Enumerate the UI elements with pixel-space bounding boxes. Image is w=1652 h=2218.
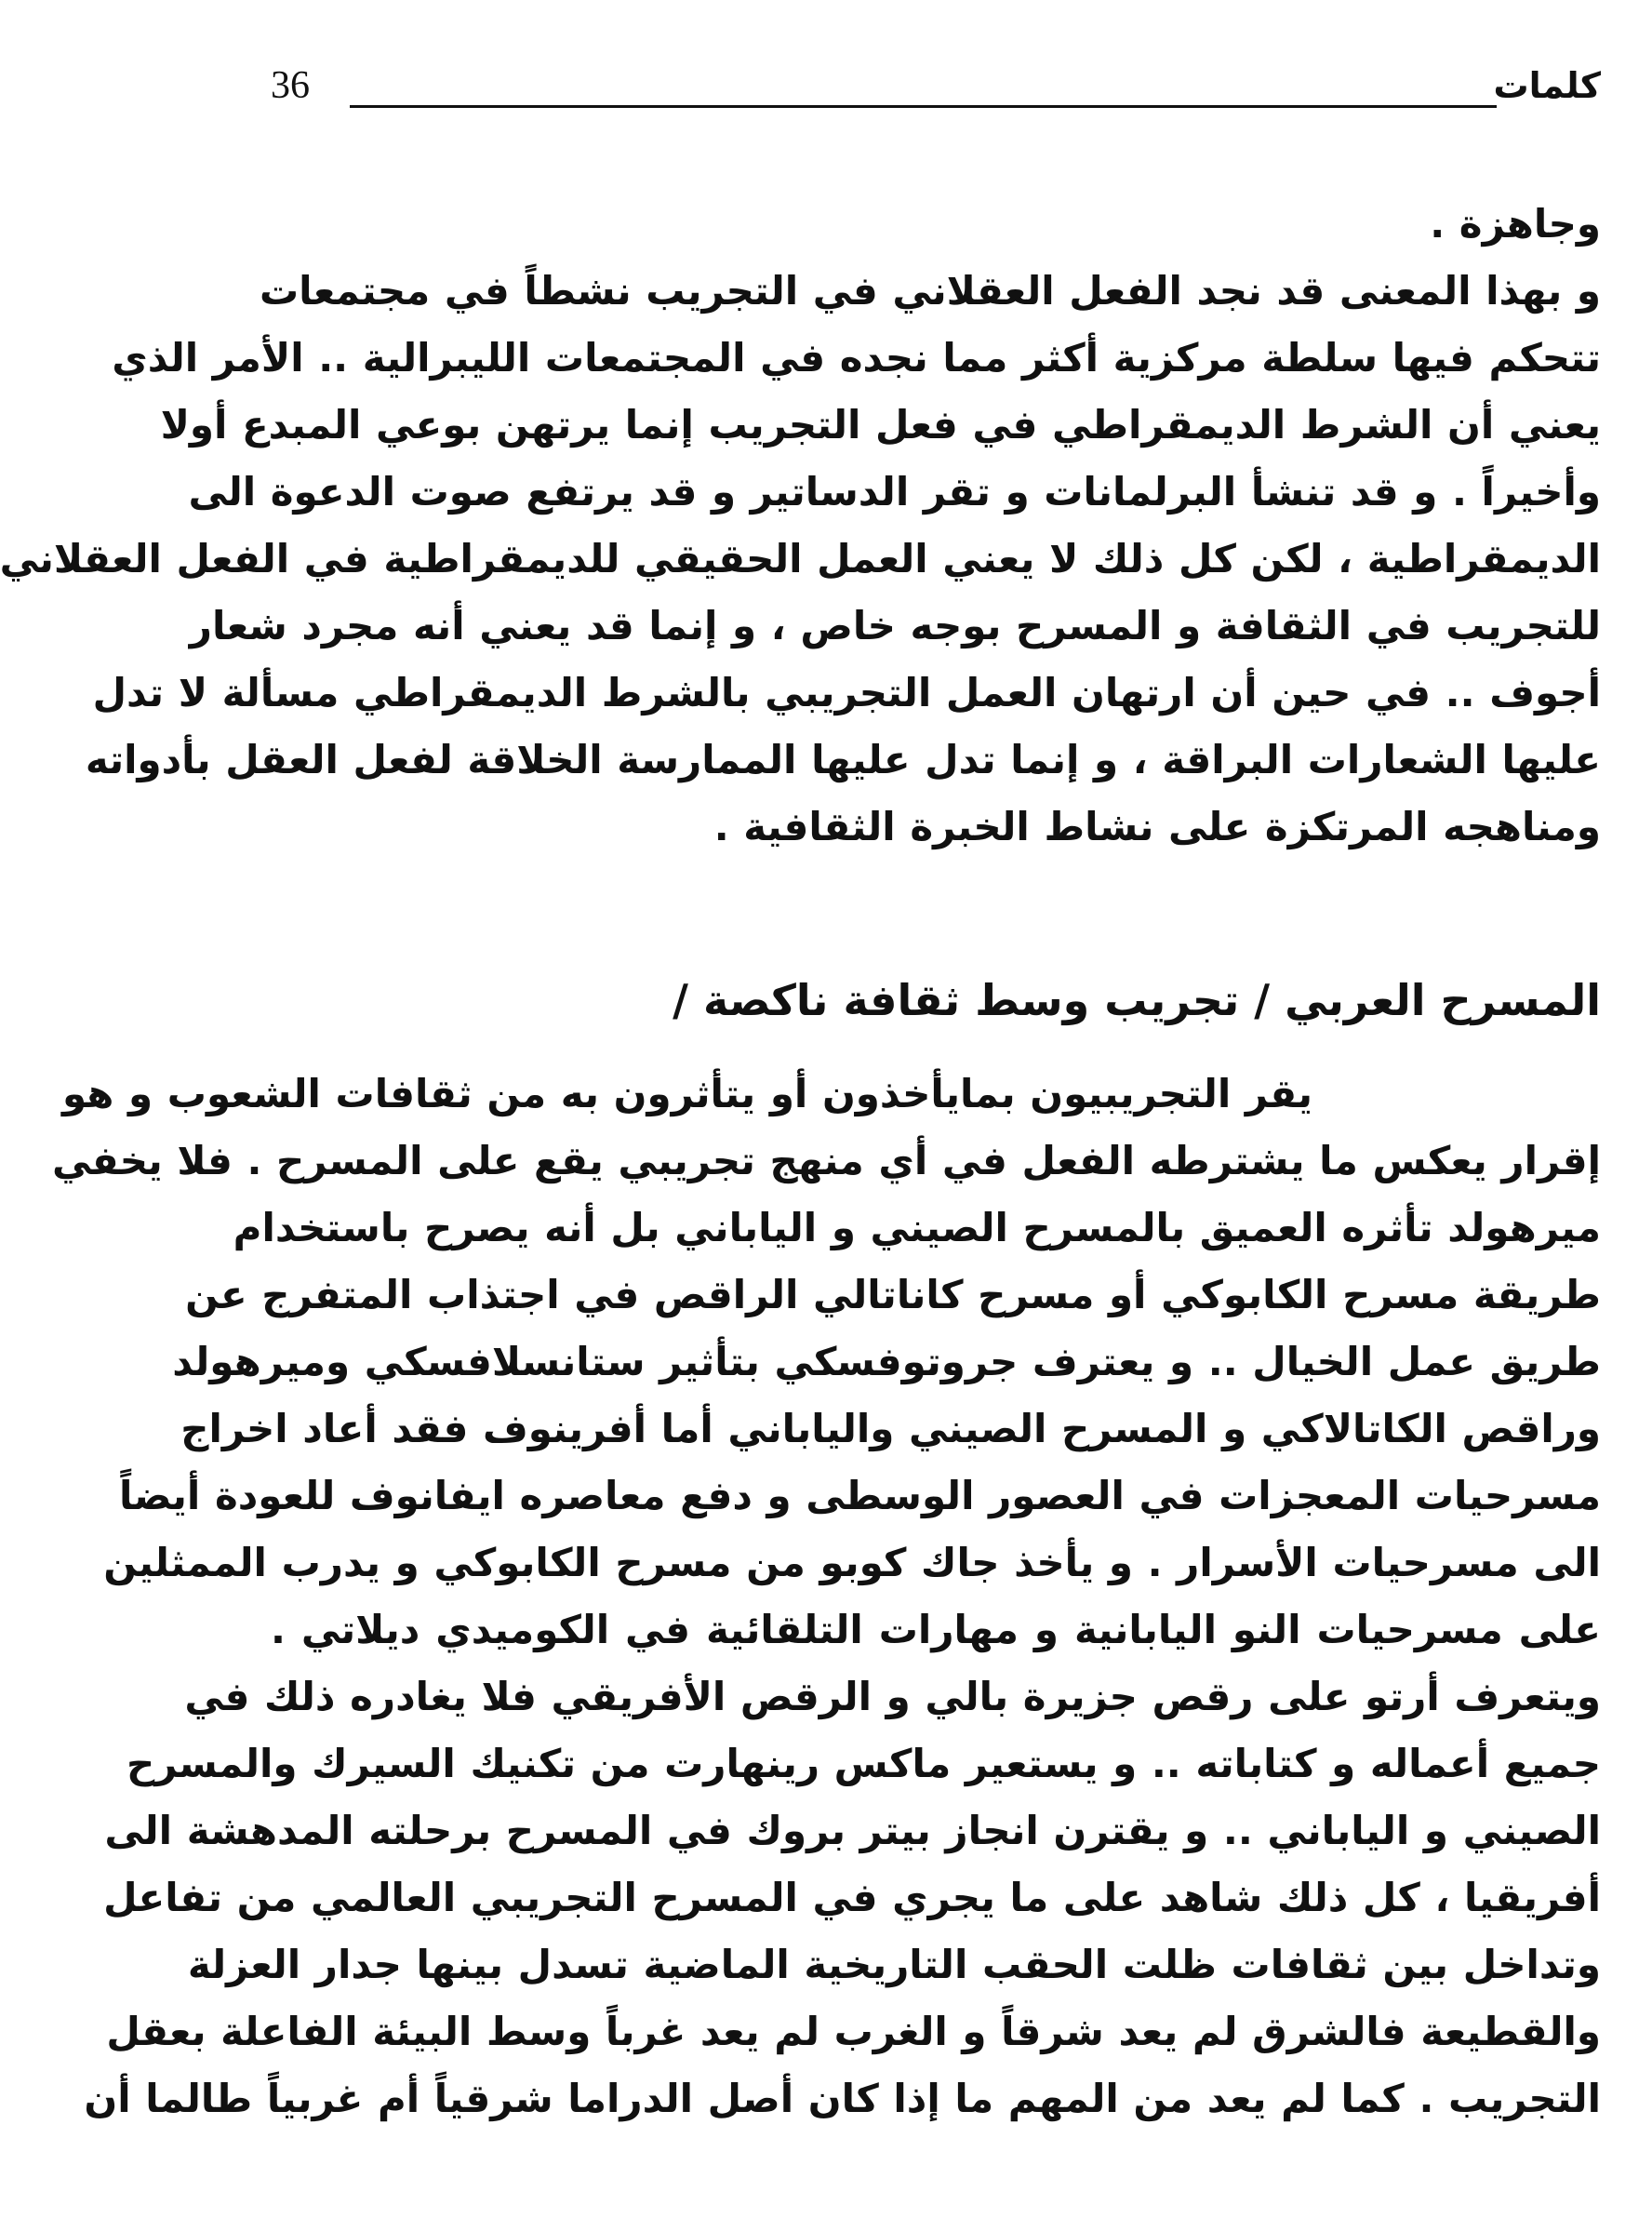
book-page bbox=[0, 37, 1601, 2196]
text-line: مسرحيات المعجزات في العصور الوسطى و دفع معاصره ايفانوف للعودة أيضاً bbox=[119, 1473, 1601, 1518]
text-line: الى مسرحيات الأسرار . و يأخذ جاك كوبو من مسرح الكابوكي و يدرب الممثلين bbox=[103, 1540, 1601, 1585]
text-line: الصيني و الياباني .. و يقترن انجاز بيتر بروك في المسرح برحلته المدهشة الى bbox=[104, 1808, 1601, 1853]
text-line: عليها الشعارات البراقة ، و إنما تدل عليها الممارسة الخلاقة لفعل العقل بأدواته bbox=[85, 737, 1601, 782]
text-line: تتحكم فيها سلطة مركزية أكثر مما نجده في المجتمعات الليبرالية .. الأمر الذي bbox=[112, 335, 1601, 381]
text-line: طريق عمل الخيال .. و يعترف جروتوفسكي بتأثير ستانسلافسكي وميرهولد bbox=[172, 1339, 1601, 1384]
paragraph-democracy bbox=[0, 191, 1601, 861]
text-line: ويتعرف أرتو على رقص جزيرة بالي و الرقص الأفريقي فلا يغادره ذلك في bbox=[184, 1674, 1601, 1719]
page-number: 36 bbox=[271, 64, 310, 107]
text-line: على مسرحيات النو اليابانية و مهارات التلقائية في الكوميدي ديلاتي . bbox=[271, 1607, 1601, 1652]
section-heading: المسرح العربي / تجريب وسط ثقافة ناكصة / bbox=[673, 975, 1601, 1025]
text-line: يقر التجريبيون بمايأخذون أو يتأثرون به من ثقافات الشعوب و هو bbox=[61, 1071, 1312, 1116]
header-rule bbox=[350, 105, 1497, 108]
running-title: كلمات bbox=[1493, 65, 1601, 106]
text-line: أجوف .. في حين أن ارتهان العمل التجريبي بالشرط الديمقراطي مسألة لا تدل bbox=[92, 670, 1601, 715]
text-line: التجريب . كما لم يعد من المهم ما إذا كان أصل الدراما شرقياً أم غربياً طالما أن bbox=[84, 2076, 1601, 2121]
text-line: الديمقراطية ، لكن كل ذلك لا يعني العمل الحقيقي للديمقراطية في الفعل العقلاني bbox=[0, 536, 1601, 581]
text-line: ميرهولد تأثره العميق بالمسرح الصيني و الياباني بل أنه يصرح باستخدام bbox=[233, 1205, 1601, 1250]
text-line: وتداخل بين ثقافات ظلت الحقب التاريخية الماضية تسدل بينها جدار العزلة bbox=[187, 1942, 1601, 1987]
text-line: جميع أعماله و كتاباته .. و يستعير ماكس رينهارت من تكنيك السيرك والمسرح bbox=[126, 1741, 1601, 1786]
text-line: ومناهجه المرتكزة على نشاط الخبرة الثقافية . bbox=[713, 804, 1601, 849]
page-header bbox=[271, 58, 1601, 123]
text-line: للتجريب في الثقافة و المسرح بوجه خاص ، و إنما قد يعني أنه مجرد شعار bbox=[189, 603, 1601, 648]
text-line: طريقة مسرح الكابوكي أو مسرح كاناتالي الراقص في اجتذاب المتفرج عن bbox=[185, 1272, 1601, 1317]
text-line: وراقص الكاتالاكي و المسرح الصيني والياباني أما أفرينوف فقد أعاد اخراج bbox=[180, 1406, 1601, 1451]
text-line: والقطيعة فالشرق لم يعد شرقاً و الغرب لم يعد غرباً وسط البيئة الفاعلة بعقل bbox=[106, 2009, 1601, 2054]
paragraph-experimenters bbox=[52, 1061, 1601, 2132]
text-line: إقرار يعكس ما يشترطه الفعل في أي منهج تجريبي يقع على المسرح . فلا يخفي bbox=[52, 1138, 1601, 1183]
text-line: أفريقيا ، كل ذلك شاهد على ما يجري في المسرح التجريبي العالمي من تفاعل bbox=[103, 1875, 1601, 1920]
text-line: يعني أن الشرط الديمقراطي في فعل التجريب إنما يرتهن بوعي المبدع أولا bbox=[160, 402, 1601, 448]
text-line: و بهذا المعنى قد نجد الفعل العقلاني في التجريب نشطاً في مجتمعات bbox=[259, 268, 1601, 314]
text-line: وجاهزة . bbox=[1430, 201, 1601, 247]
text-line: وأخيراً . و قد تنشأ البرلمانات و تقر الدساتير و قد يرتفع صوت الدعوة الى bbox=[188, 469, 1601, 514]
